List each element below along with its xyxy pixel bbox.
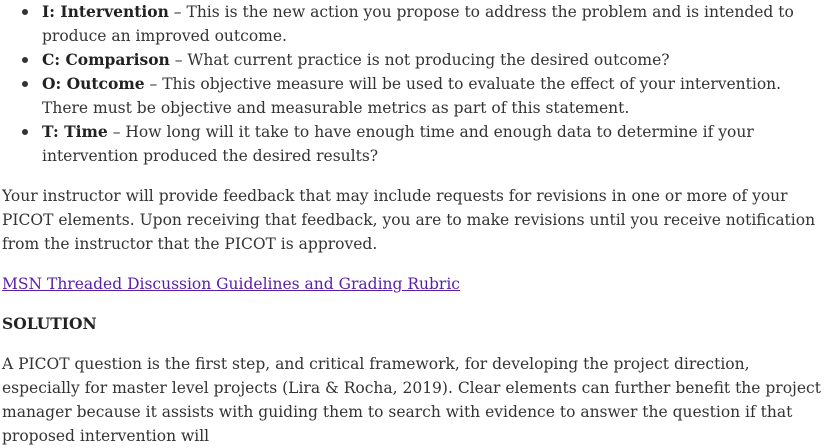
solution-heading: SOLUTION — [2, 314, 97, 333]
term-comparison: C: Comparison — [42, 50, 170, 69]
feedback-paragraph: Your instructor will provide feedback that may include requests for revisions in one or more of your PICOT elements. Upon receiving that feedback, you are to make revisions until you receive notification from the instructor that the PICOT is approved. — [2, 187, 816, 253]
picot-element-list — [2, 0, 832, 168]
term-outcome: O: Outcome — [42, 74, 145, 93]
term-time: T: Time — [42, 122, 108, 141]
article-content — [2, 0, 832, 448]
term-intervention: I: Intervention — [42, 2, 169, 21]
list-item-time — [42, 120, 832, 168]
list-item-intervention — [42, 0, 832, 48]
desc-outcome: – This objective measure will be used to evaluate the effect of your intervention. There must be objective and measurable metrics as part of this statement. — [42, 75, 782, 117]
desc-intervention: – This is the new action you propose to address the problem and is intended to produce an improved outcome. — [42, 3, 794, 45]
solution-paragraph: A PICOT question is the first step, and critical framework, for developing the project direction, especially for master level projects (Lira & Rocha, 2019). Clear elements can further benefit the project manager because it assists with guiding them to search with evidence to answer the question if that proposed intervention will — [2, 355, 821, 445]
guidelines-link-paragraph — [2, 272, 832, 296]
list-item-comparison — [42, 48, 832, 72]
guidelines-link[interactable]: MSN Threaded Discussion Guidelines and Grading Rubric — [2, 275, 460, 293]
desc-comparison: – What current practice is not producing the desired outcome? — [169, 51, 670, 69]
desc-time: – How long will it take to have enough time and enough data to determine if your intervention produced the desired results? — [42, 123, 754, 165]
list-item-outcome — [42, 72, 832, 120]
